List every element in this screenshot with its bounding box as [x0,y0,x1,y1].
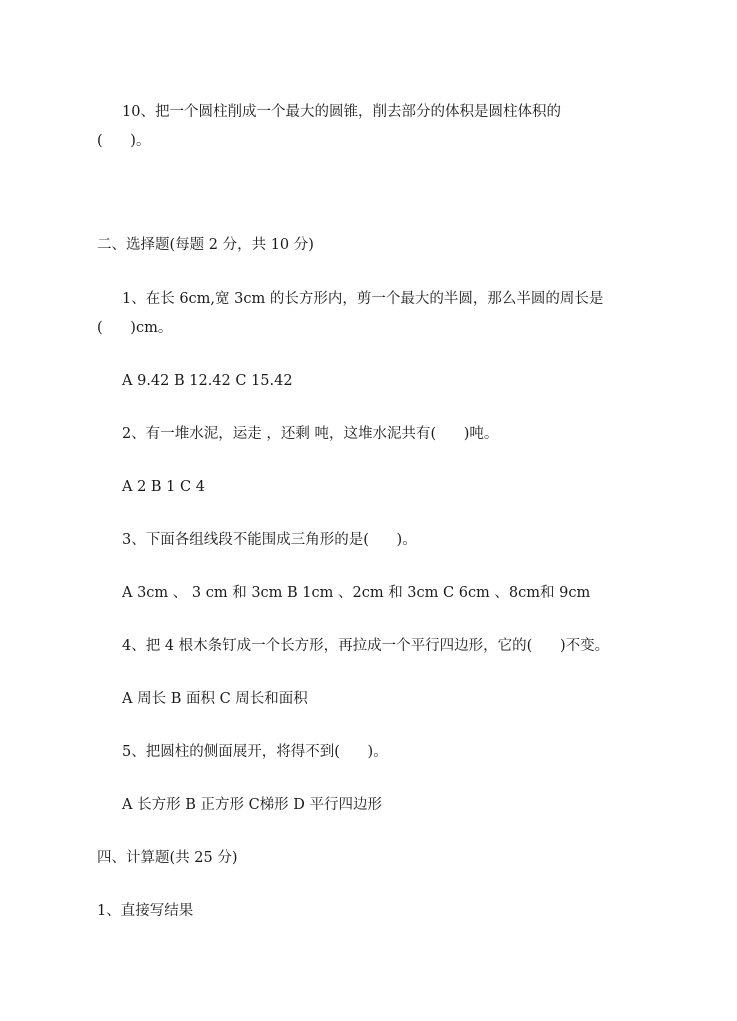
section-4-subheading: 1、直接写结果 [97,903,194,919]
question-5-options: A 长方形 B 正方形 C梯形 D 平行四边形 [122,797,383,813]
question-2-stem: 2、有一堆水泥，运走 ，还剩 吨，这堆水泥共有( )吨。 [122,426,499,442]
question-10-text: 10、把一个圆柱削成一个最大的圆锥，削去部分的体积是圆柱体积的 [122,104,561,120]
question-3-stem: 3、下面各组线段不能围成三角形的是( )。 [122,532,417,548]
question-1-options: A 9.42 B 12.42 C 15.42 [122,373,293,389]
question-5-stem: 5、把圆柱的侧面展开，将得不到( )。 [122,744,388,760]
question-4-options: A 周长 B 面积 C 周长和面积 [122,691,308,707]
question-2-options: A 2 B 1 C 4 [122,479,205,495]
question-1-blank: ( )cm。 [97,320,173,336]
section-2-heading: 二、选择题(每题 2 分，共 10 分) [97,237,314,253]
question-4-stem: 4、把 4 根木条钉成一个长方形，再拉成一个平行四边形，它的( )不变。 [122,638,610,654]
question-10-blank: ( )。 [97,133,151,149]
section-4-heading: 四、计算题(共 25 分) [97,850,238,866]
question-1-stem: 1、在长 6cm,宽 3cm 的长方形内，剪一个最大的半圆，那么半圆的周长是 [122,291,604,307]
question-3-options: A 3cm 、 3 cm 和 3cm B 1cm 、2cm 和 3cm C 6cm 、8cm和 9cm [122,585,591,601]
